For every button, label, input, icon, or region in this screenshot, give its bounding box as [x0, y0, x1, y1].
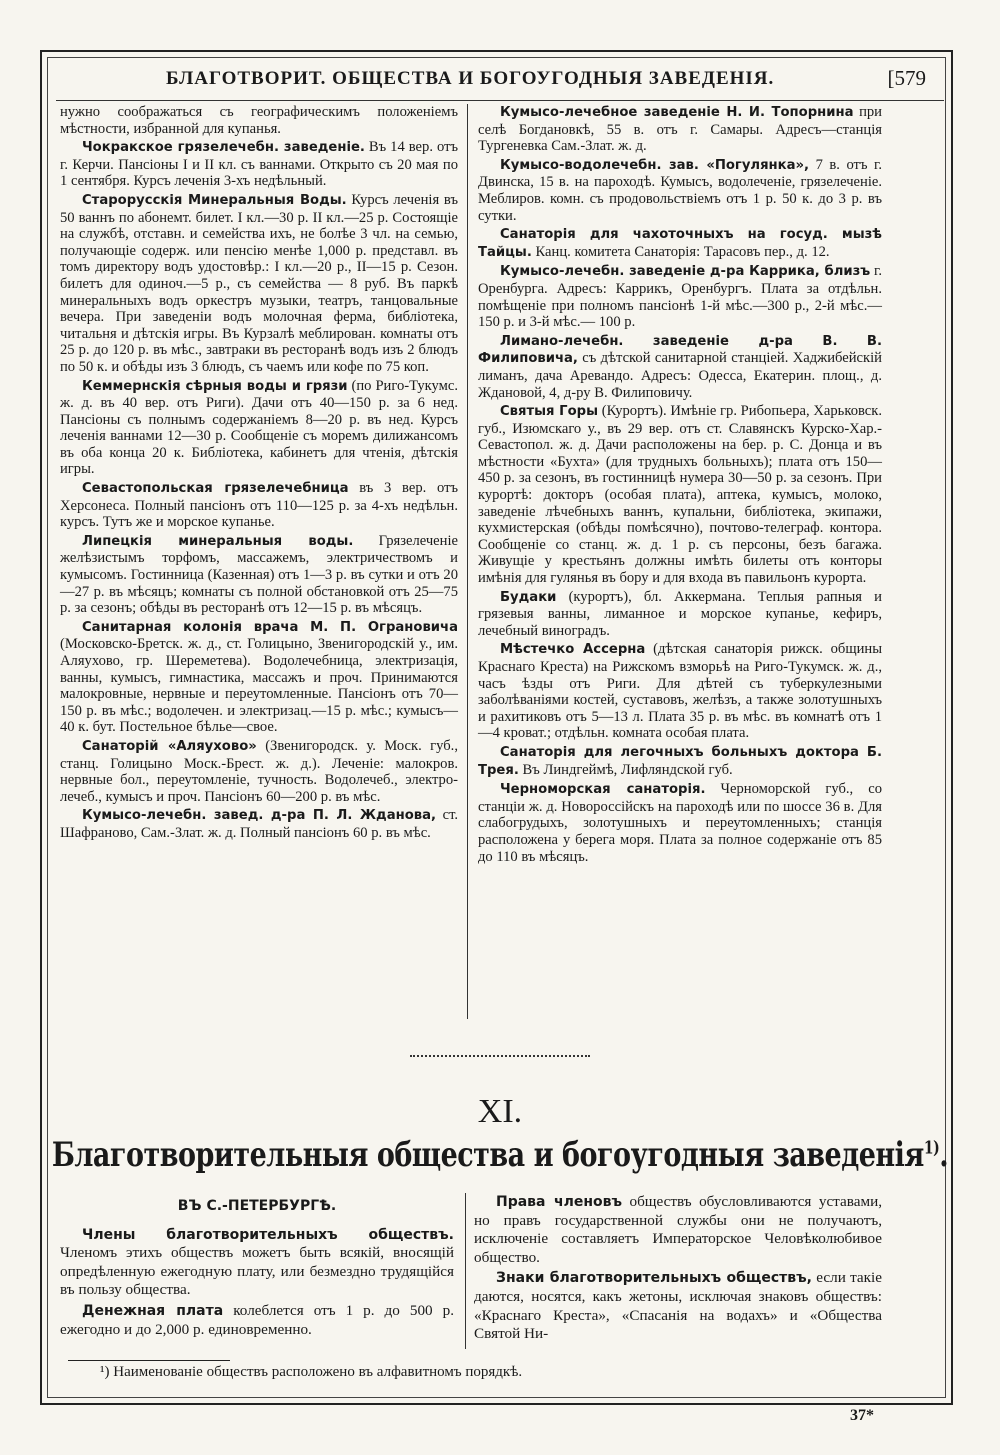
section-left-column	[60, 1193, 454, 1341]
entry-name: Санитарная колонія врача М. П. Ограновича	[82, 619, 458, 635]
entry-name: Старорусскія Минеральныя Воды.	[82, 192, 347, 208]
entry-text: (Курортъ). Имѣніе гр. Рибопьера, Харьковск. губ., Изюмскаго у., въ 29 вер. отъ ст. Славянскъ Курско-Хар.-Севастопол. ж. д. Дачи расположены на бер. р. С. Донца и въ мѣстности «Бухта» (для трудныхъ больныхъ); плата отъ 150—450 р. за сезонъ, въ гостинницѣ нумера 30—50 р. за сезонъ. При курортѣ: докторъ (особая плата), аптека, кумысъ, молоко, заведеніе лѣчебныхъ ваннъ, купальни, библіотека, экипажи, кухмистерская (обѣды помѣсячно), почтово-телеграф. контора. Сообщеніе со станц. ж. д. 1 р. съ персоны, безъ багажа. Живущіе у крестьянъ должны имѣть билеты отъ конторы имѣнія для гулянья въ бору и для входа въ павильонъ курорта.	[478, 403, 883, 587]
entry-name: Мѣстечко Ассерна	[500, 642, 646, 658]
entry-text: Въ Линдгеймѣ, Лифляндской губ.	[522, 761, 733, 778]
entry	[60, 738, 458, 805]
column-divider	[465, 1193, 466, 1349]
entry-name: Знаки благотворительныхъ обществъ,	[496, 1270, 812, 1287]
entry	[60, 139, 458, 190]
entry-text: въ 3 вер. отъ Херсонеса. Полный пансіонъ отъ 110—125 р. за 4-хъ недѣльн. курсъ. Тутъ же и морское купанье.	[60, 480, 458, 531]
entry-name: Санаторія для легочныхъ больныхъ доктора Б. Трея.	[478, 744, 882, 778]
entry	[60, 1302, 454, 1339]
entry-name: Кумысо-лечебн. заведеніе д-ра Каррика, близъ	[500, 264, 871, 280]
footnote-text: Наименованіе обществъ расположено въ алфавитномъ порядкѣ.	[113, 1364, 523, 1380]
entry	[478, 157, 882, 224]
entry-text: Членомъ этихъ обществъ можетъ быть всякій, вносящій опредѣленную ежегодную плату, или безмездно трудящійся въ пользу общества.	[60, 1244, 454, 1299]
entry-text: Курсъ леченія въ 50 ваннъ по абонемт. билет. I кл.—30 р. II кл.—25 р. Состоящіе на службѣ, отставн. и семейства ихъ, не болѣе 3 чл. на семью, получающіе содерж. или пенсію менѣе 1,000 р. представл. въ томъ директору водъ удостовѣр.: I кл.—20 р., II—15 р. Сезон. билетъ для одиноч.—5 р., съ семейства — 8 руб. Въ паркѣ минеральныхъ водъ оркестръ музыки, театръ, танцовальные вечера. При заведеніи водъ молочная ферма, библіотека, читальня и дѣтскія игры. Въ Курзалѣ меблирован. комнаты отъ 25 р. до 120 р. въ мѣс., завтраки въ ресторанѣ водъ изъ 2 блюдъ по 50 к. и обѣды изъ 3 блюдъ, съ чаемъ или кофе по 75 коп.	[60, 191, 459, 375]
entry	[60, 1226, 454, 1300]
entry-name: Члены благотворительныхъ обществъ.	[82, 1226, 454, 1243]
entry	[60, 480, 458, 531]
entry	[60, 807, 458, 841]
left-column	[60, 104, 458, 844]
entry-text: Черноморской губ., со станціи ж. д. Новороссійскъ на пароходѣ или по шоссе 36 в. Для слабогрудыхъ, золотушныхъ и переутомленныхъ; станція расположена у берега моря. Плата за полное содержаніе отъ 85 до 110 въ мѣсяцъ.	[478, 781, 882, 865]
entry-text: ст. Шафраново, Сам.-Злат. ж. д. Полный пансіонъ 60 р. въ мѣс.	[60, 807, 458, 841]
entry-name: Кумысо-лечебн. завед. д-ра П. Л. Жданова,	[82, 808, 437, 824]
header-title: БЛАГОТВОРИТ. ОБЩЕСТВА И БОГОУГОДНЫЯ ЗАВЕДЕНІЯ.	[166, 68, 775, 89]
entry-name: Будаки	[500, 589, 557, 605]
entry	[478, 403, 882, 587]
section-title	[0, 1136, 1000, 1175]
entry-name: Санаторій «Аляухово»	[82, 738, 257, 754]
entry	[478, 641, 882, 742]
entry	[478, 104, 882, 155]
footnote-rule	[68, 1360, 230, 1361]
entry-text: обществъ обусловливаются уставами, но правъ государственной службы они не получаютъ, исключеніе составляетъ Императорское Человѣколюбивое общество.	[474, 1193, 882, 1266]
entry	[478, 263, 882, 330]
entry	[478, 333, 882, 401]
entry-text: Въ 14 вер. отъ г. Керчи. Пансіоны I и II кл. съ ваннами. Открыто съ 20 мая по 1 сентября. Курсъ леченія 3-хъ недѣльный.	[60, 139, 458, 190]
section-number: XI.	[477, 1093, 523, 1130]
entry	[478, 589, 882, 640]
entry-text: 7 в. отъ г. Двинска, 15 в. на пароходѣ. Кумысъ, водолеченіе, грязелеченіе. Меблиров. комн. съ продовольствіемъ отъ 1 р. 50 к. до 3 р. въ сутки.	[478, 156, 882, 224]
section-title-text: Благотворительныя общества и богоугодныя заведенія	[51, 1136, 924, 1175]
entry-name: Кеммернскія сѣрныя воды и грязи	[82, 378, 348, 394]
city-heading: ВЪ С.-ПЕТЕРБУРГѢ.	[177, 1198, 337, 1214]
entry-text: г. Оренбурга. Адресъ: Каррикъ, Оренбургъ. Плата за отдѣльн. помѣщеніе при полномъ пансіонѣ 1-й мѣс.—300 р., 2-й мѣс.— 150 р. и 3-й мѣс.— 100 р.	[478, 263, 882, 331]
entry	[60, 192, 458, 376]
page-number: [579	[887, 66, 926, 90]
entry-text: (по Риго-Тукумс. ж. д. въ 40 вер. отъ Риги). Дачи отъ 40—150 р. за 6 нед. Пансіоны съ полнымъ содержаніемъ 8—20 р. въ нед. Курсъ леченія ваннами 12—30 р. Сообщеніе съ моремъ дилижансомъ въ оба конца 20 к. Библіотека, кабинетъ для чтенія, дѣтскія игры.	[60, 377, 458, 478]
entry-name: Кумысо-водолечебн. зав. «Погулянка»,	[500, 157, 810, 173]
entry	[478, 226, 882, 261]
entry	[474, 1193, 882, 1267]
entry-name: Санаторія для чахоточныхъ на госуд. мызѣ Тайцы.	[478, 227, 882, 260]
entry	[60, 104, 458, 137]
entry-text: колеблется отъ 1 р. до 500 р. ежегодно и до 2,000 р. единовременно.	[60, 1301, 455, 1338]
entry	[60, 378, 458, 479]
entry-text: (Звенигородск. у. Моск. губ., станц. Голицыно Моск.-Брест. ж. д.). Леченіе: малокров. нервные бол., переутомленіе, тучность. Водолечеб., электро-лечеб., кумысъ и проч. Пансіонъ 60—200 р. въ мѣс.	[60, 737, 458, 805]
entry-name: Севастопольская грязелечебница	[82, 481, 349, 497]
running-header	[56, 64, 944, 101]
entry-text: (Московско-Бретск. ж. д., ст. Голицыно, Звенигородскій у., им. Аляухово, гр. Шереметева). Водолечебница, электризація, ванны, кумысъ, гимнастика, массажъ и проч. Принимаются малокровные, нервные и переутомленные. Пансіонъ отъ 70—150 р. въ мѣс.; водолечен. и электризац.—15 р. мѣс.; кумысъ—40 к. бут. Постельное бѣлье—свое.	[60, 636, 458, 736]
entry	[474, 1269, 882, 1343]
entry-name: Кумысо-лечебное заведеніе Н. И. Топорнина	[500, 105, 854, 120]
entry-name: Липецкія минеральныя воды.	[82, 533, 354, 549]
column-divider	[467, 104, 468, 1019]
entry-text: Канц. комитета Санаторія: Тарасовъ пер., д. 12.	[535, 243, 830, 260]
entry	[478, 781, 882, 865]
entry	[60, 533, 458, 617]
entry-name: Денежная плата	[82, 1302, 224, 1319]
section-right-column	[474, 1193, 882, 1346]
right-column	[478, 104, 882, 867]
entry-name: Черноморская санаторія.	[500, 782, 706, 798]
entry-text: (дѣтская санаторія рижск. общины Краснаго Креста) на Рижскомъ взморьѣ на Риго-Тукумск. ж. д., часъ ѣзды отъ Риги. Для дѣтей съ туберкулезными заболѣваніями костей, суставовъ, желѣзъ, а также золотушныхъ и рахитиковъ отъ 5—13 л. Плата 35 р. въ мѣс. въ комнатѣ отъ 1—4 кроват.; отдѣльн. комната особая плата.	[478, 641, 882, 742]
page-signature: 37*	[850, 1407, 874, 1424]
entry	[478, 744, 882, 779]
entry-text: (курортъ), бл. Аккермана. Теплыя рапныя и грязевыя ванны, лиманное и морское купанье, кефиръ, лечебный виноградъ.	[478, 588, 882, 639]
section-title-end: .	[939, 1136, 949, 1175]
footnote-mark: ¹)	[100, 1364, 110, 1380]
entry-text: съ дѣтской санитарной станціей. Хаджибейскій лиманъ, дача Аревандо. Адресъ: Одесса, Екатерин. площ., д. Ждановой, 4, д-ру В. Филиповичу.	[478, 350, 882, 401]
entry-name: Лимано-лечебн. заведеніе д-ра В. В. Филиповича,	[478, 333, 882, 367]
footnote-mark: 1)	[923, 1138, 940, 1159]
entry-name: Чокракское грязелечебн. заведеніе.	[82, 140, 365, 156]
entry	[60, 619, 458, 736]
entry-text: нужно соображаться съ географическимъ положеніемъ мѣстности, избранной для купанья.	[60, 104, 458, 137]
entry-name: Святыя Горы	[500, 404, 598, 420]
entry-name: Права членовъ	[496, 1194, 623, 1210]
entry-text: если такіе даются, носятся, какъ жетоны, исключая знаковъ обществъ: «Краснаго Креста», «Спасанія на водахъ» и «Общества Святой Ни-	[474, 1269, 882, 1343]
section-separator	[410, 1055, 590, 1057]
entry-text: при селѣ Богдановкѣ, 55 в. отъ г. Самары. Адресъ—станція Тургеневка Сам.-Злат. ж. д.	[478, 104, 882, 155]
footnote	[100, 1364, 522, 1381]
entry-text: Грязелеченіе желѣзистымъ торфомъ, массажемъ, электричествомъ и кумысомъ. Гостинница (Казенная) отъ 1—3 р. въ сутки и отъ 20—27 р. въ мѣсяцъ; комнаты съ полной обстановкой отъ 25—75 р. за сезонъ; обѣды въ ресторанѣ отъ 12—15 р. въ мѣсяцъ.	[60, 532, 458, 617]
